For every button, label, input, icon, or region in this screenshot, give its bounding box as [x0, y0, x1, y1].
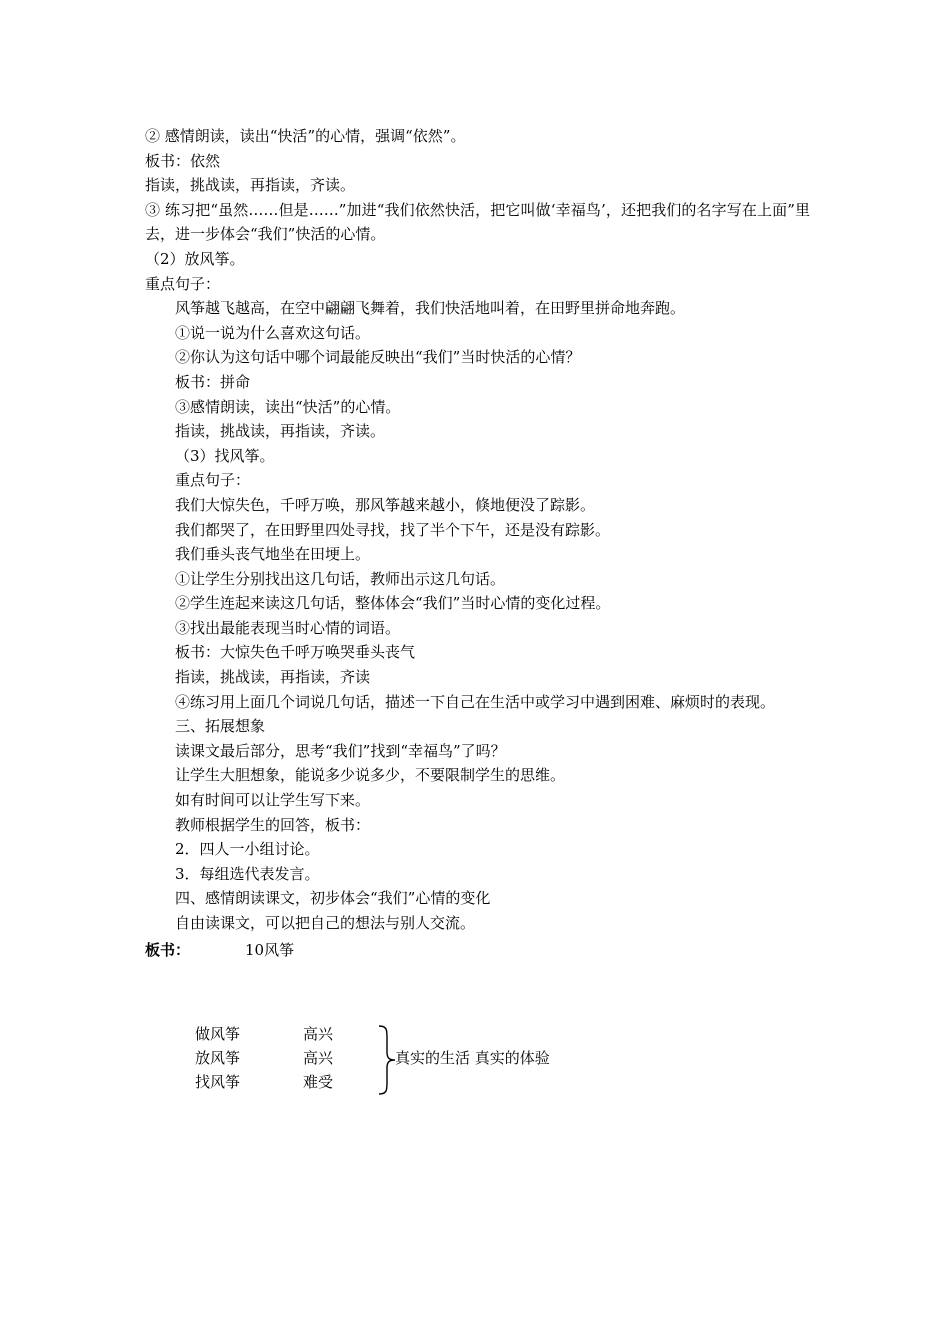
- text-line: 2．四人一小组讨论。: [175, 840, 320, 859]
- text-line: 重点句子：: [175, 471, 251, 490]
- board-feeling: 高兴: [303, 1049, 334, 1067]
- board-diagram: [195, 1022, 615, 1096]
- text-line: 自由读课文，可以把自己的想法与别人交流。: [175, 914, 476, 932]
- lesson-lines: [145, 124, 810, 936]
- text-line: 我们都哭了，在田野里四处寻找，找了半个下午，还是没有踪影。: [175, 520, 611, 539]
- text-line: 我们垂头丧气地坐在田埂上。: [175, 545, 371, 564]
- text-line: 板书：拼命: [175, 372, 251, 391]
- board-feeling: 难受: [303, 1073, 334, 1091]
- text-line: ④练习用上面几个词说几句话，描述一下自己在生活中或学习中遇到困难、麻烦时的表现。: [175, 692, 776, 711]
- text-line: 如有时间可以让学生写下来。: [175, 791, 371, 810]
- lesson-text: [145, 124, 810, 962]
- text-line: 三、拓展想象: [175, 717, 266, 736]
- text-line: 教师根据学生的回答，板书：: [175, 815, 371, 834]
- text-line: ③ 练习把“虽然……但是……”加进“我们依然快活，把它叫做‘幸福鸟’，还把我们的名字写在上面”里去，进一步体会“我们”快活的心情。: [145, 200, 810, 244]
- board-feeling: 高兴: [303, 1025, 334, 1043]
- board-title: 10风筝: [245, 940, 295, 959]
- text-line: 四、感情朗读课文，初步体会“我们”心情的变化: [175, 889, 491, 908]
- board-action: 做风筝: [195, 1025, 241, 1043]
- text-line: 读课文最后部分，思考“我们”找到“幸福鸟”了吗？: [175, 741, 506, 760]
- board-label: 板书：: [145, 940, 191, 959]
- text-line: 风筝越飞越高，在空中翩翩飞舞着，我们快活地叫着，在田野里拼命地奔跑。: [175, 299, 686, 318]
- text-line: 重点句子：: [145, 274, 221, 293]
- text-line: （3）找风筝。: [175, 446, 275, 465]
- text-line: 3．每组选代表发言。: [175, 864, 320, 883]
- text-line: ②学生连起来读这几句话，整体体会“我们”当时心情的变化过程。: [175, 594, 611, 613]
- text-line: （2）放风筝。: [145, 249, 245, 268]
- text-line: ② 感情朗读，读出“快活”的心情，强调“依然”。: [145, 127, 466, 145]
- text-line: ③找出最能表现当时心情的词语。: [175, 618, 401, 637]
- text-line: 板书：大惊失色千呼万唤哭垂头丧气: [175, 643, 416, 662]
- text-line: ②你认为这句话中哪个词最能反映出“我们”当时快活的心情？: [175, 348, 581, 367]
- board-action: 放风筝: [195, 1049, 241, 1067]
- board-action: 找风筝: [195, 1073, 241, 1091]
- text-line: 指读，挑战读，再指读，齐读: [175, 668, 371, 687]
- text-line: ③感情朗读，读出“快活”的心情。: [175, 397, 401, 416]
- text-line: 指读，挑战读，再指读，齐读。: [145, 176, 356, 195]
- text-line: ①说一说为什么喜欢这句话。: [175, 323, 371, 342]
- board-summary: 真实的生活 真实的体验: [395, 1049, 550, 1067]
- text-line: 让学生大胆想象，能说多少说多少，不要限制学生的思维。: [175, 766, 566, 785]
- text-line: 我们大惊失色，千呼万唤，那风筝越来越小，倏地便没了踪影。: [175, 495, 596, 514]
- text-line: ①让学生分别找出这几句话，教师出示这几句话。: [175, 569, 506, 588]
- text-line: 指读，挑战读，再指读，齐读。: [175, 422, 386, 441]
- board-heading: [145, 938, 810, 963]
- text-line: 板书：依然: [145, 151, 221, 170]
